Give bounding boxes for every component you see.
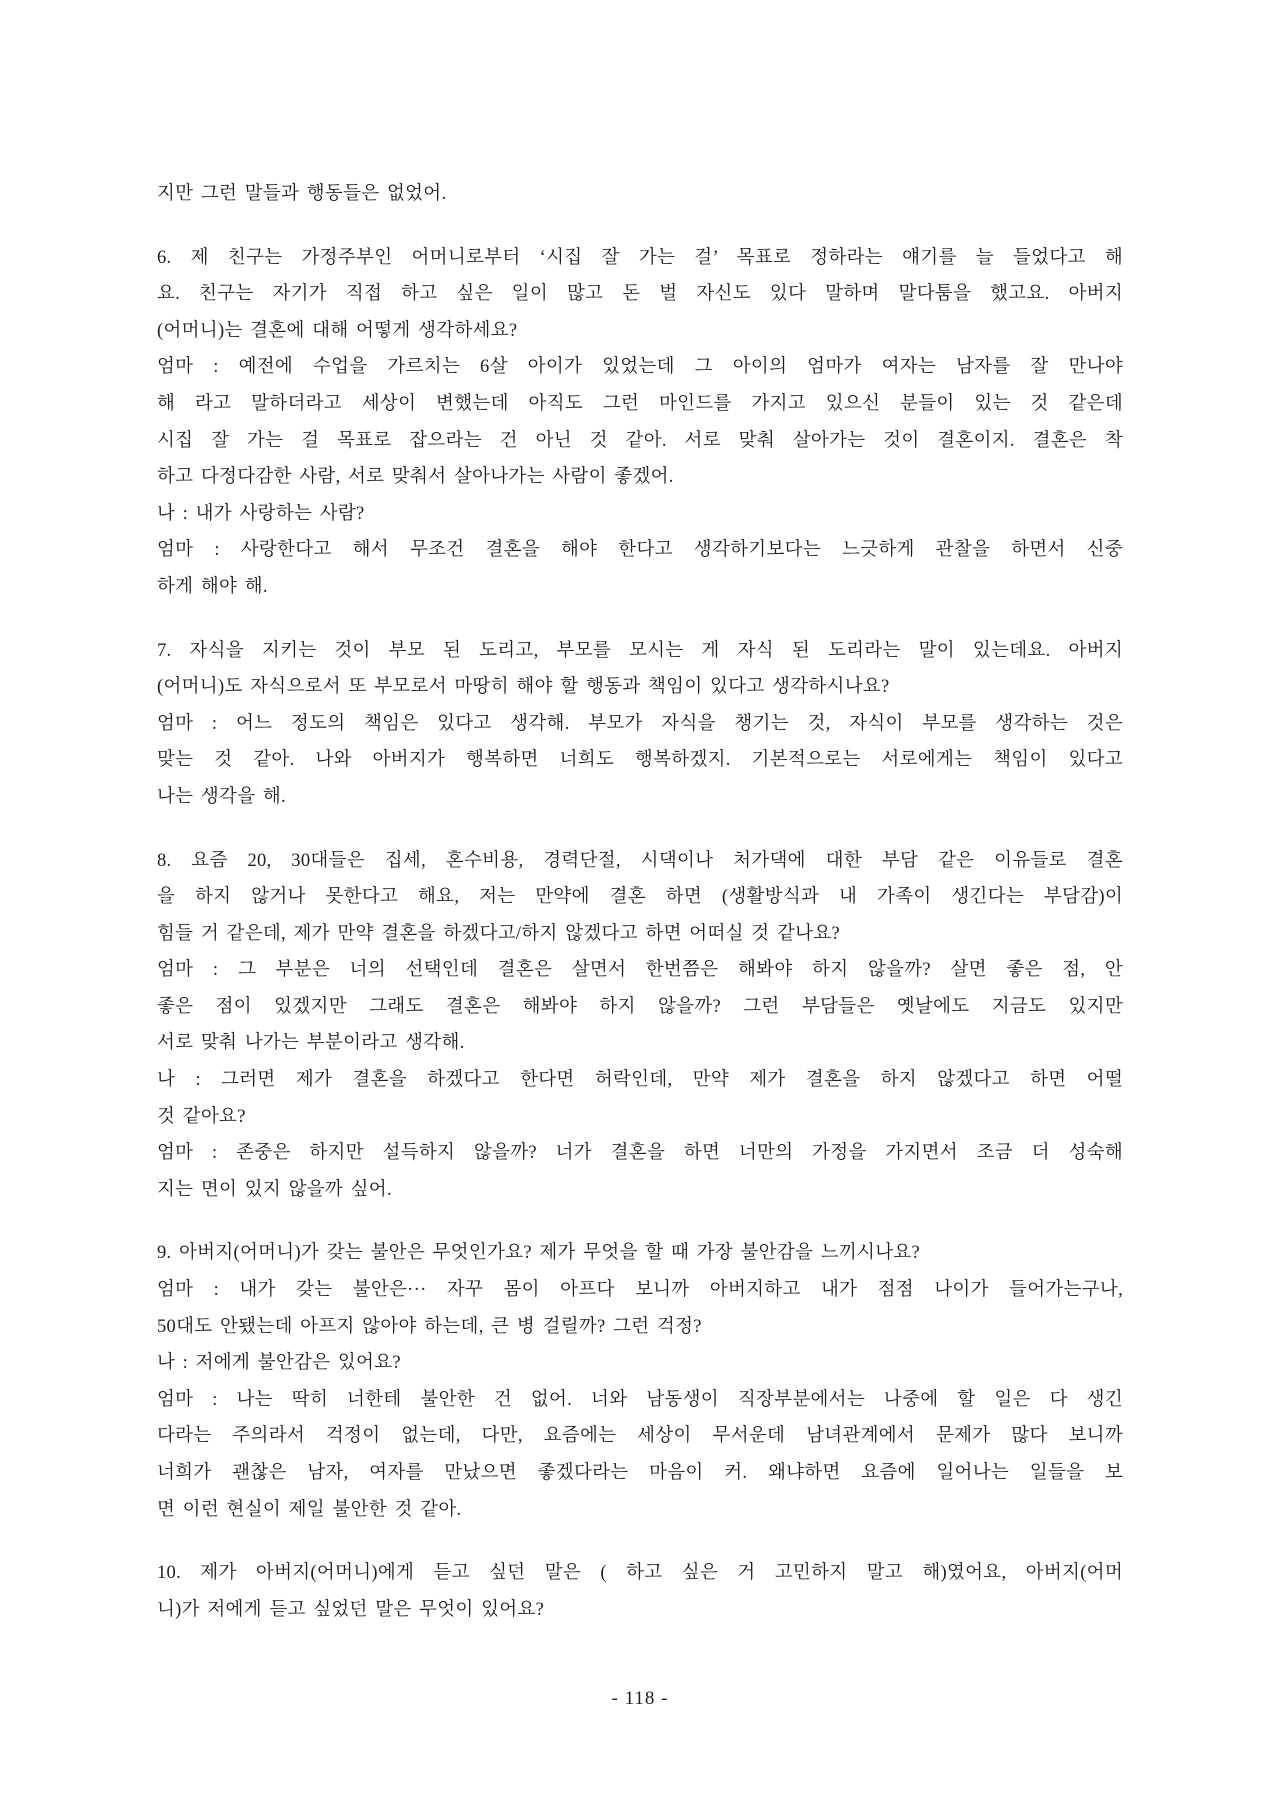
text-line: 하고 다정다감한 사람, 서로 맞춰서 살아나가는 사람이 좋겠어. xyxy=(157,467,674,488)
text-line: 지만 그런 말들과 행동들은 없었어. xyxy=(157,184,447,204)
text-line: 7. 자식을 지키는 것이 부모 된 도리고, 부모를 모시는 게 자식 된 도리라는 말이 있는데요. 아버지 xyxy=(157,640,1123,661)
text-line: 나 : 내가 사랑하는 사람? xyxy=(157,503,365,524)
text-line: 나 : 그러면 제가 결혼을 하겠다고 한다면 허락인데, 만약 제가 결혼을 하지 않겠다고 하면 어떨 xyxy=(157,1070,1123,1091)
text-line: 엄마 : 나는 딱히 너한테 불안한 건 없어. 너와 남동생이 직장부분에서는 나중에 할 일은 다 생긴 xyxy=(157,1389,1123,1410)
text-line: 엄마 : 내가 갖는 불안은··· 자꾸 몸이 아프다 보니까 아버지하고 내가 점점 나이가 들어가는구나, xyxy=(157,1280,1123,1301)
text-line: 지는 면이 있지 않을까 싶어. xyxy=(157,1179,392,1200)
text-line: 서로 맞춰 나가는 부분이라고 생각해. xyxy=(157,1033,465,1054)
text-line: 나는 생각을 해. xyxy=(157,786,286,807)
text-line: 니)가 저에게 듣고 싶었던 말은 무엇이 있어요? xyxy=(157,1599,545,1620)
text-line: 9. 아버지(어머니)가 갖는 불안은 무엇인가요? 제가 무엇을 할 때 가장 불안감을 느끼시나요? xyxy=(157,1243,921,1264)
text-line: 엄마 : 어느 정도의 책임은 있다고 생각해. 부모가 자식을 챙기는 것, 자식이 부모를 생각하는 것은 xyxy=(157,713,1123,734)
document-page-body xyxy=(157,176,1123,1628)
text-line: 나 : 저에게 불안감은 있어요? xyxy=(157,1353,401,1374)
text-line: 을 하지 않거나 못한다고 해요, 저는 만약에 결혼 하면 (생활방식과 내 가족이 생긴다는 부담감)이 xyxy=(157,887,1123,908)
text-line: (어머니)도 자식으로서 또 부모로서 마땅히 해야 할 행동과 책임이 있다고 생각하시나요? xyxy=(157,677,890,698)
paragraph-4 xyxy=(157,1235,1123,1528)
paragraph-0 xyxy=(157,176,1123,213)
paragraph-3 xyxy=(157,843,1123,1209)
text-line: 다라는 주의라서 걱정이 없는데, 다만, 요즘에는 세상이 무서운데 남녀관계에서 문제가 많다 보니까 xyxy=(157,1426,1123,1447)
text-line: 좋은 점이 있겠지만 그래도 결혼은 해봐야 하지 않을까? 그런 부담들은 옛날에도 지금도 있지만 xyxy=(157,996,1123,1017)
text-line: (어머니)는 결혼에 대해 어떻게 생각하세요? xyxy=(157,320,518,341)
text-line: 힘들 거 같은데, 제가 만약 결혼을 하겠다고/하지 않겠다고 하면 어떠실 것 같나요? xyxy=(157,923,841,944)
text-line: 시집 잘 가는 걸 목표로 잡으라는 건 아닌 것 같아. 서로 맞춰 살아가는 것이 결혼이지. 결혼은 착 xyxy=(157,430,1123,451)
text-line: 하게 해야 해. xyxy=(157,576,268,597)
text-line: 맞는 것 같아. 나와 아버지가 행복하면 너희도 행복하겠지. 기본적으로는 서로에게는 책임이 있다고 xyxy=(157,750,1123,771)
text-line: 엄마 : 예전에 수업을 가르치는 6살 아이가 있었는데 그 아이의 엄마가 여자는 남자를 잘 만나야 xyxy=(157,357,1123,378)
text-line: 8. 요즘 20, 30대들은 집세, 혼수비용, 경력단절, 시댁이나 처가댁에 대한 부담 같은 이유들로 결혼 xyxy=(157,850,1123,871)
text-line: 엄마 : 존중은 하지만 설득하지 않을까? 너가 결혼을 하면 너만의 가정을 가지면서 조금 더 성숙해 xyxy=(157,1143,1123,1164)
text-line: 것 같아요? xyxy=(157,1106,246,1127)
text-line: 해 라고 말하더라고 세상이 변했는데 아직도 그런 마인드를 가지고 있으신 분들이 있는 것 같은데 xyxy=(157,393,1123,414)
paragraph-5 xyxy=(157,1555,1123,1628)
text-line: 엄마 : 사랑한다고 해서 무조건 결혼을 해야 한다고 생각하기보다는 느긋하게 관찰을 하면서 신중 xyxy=(157,540,1123,561)
text-line: 너희가 괜찮은 남자, 여자를 만났으면 좋겠다라는 마음이 커. 왜냐하면 요즘에 일어나는 일들을 보 xyxy=(157,1463,1123,1483)
text-line: 10. 제가 아버지(어머니)에게 듣고 싶던 말은 ( 하고 싶은 거 고민하지 말고 해)였어요, 아버지(어머 xyxy=(157,1563,1123,1584)
text-line: 6. 제 친구는 가정주부인 어머니로부터 ‘시집 잘 가는 걸’ 목표로 정하라는 얘기를 늘 들었다고 해 xyxy=(157,247,1123,268)
text-line: 엄마 : 그 부분은 너의 선택인데 결혼은 살면서 한번쯤은 해봐야 하지 않을까? 살면 좋은 점, 안 xyxy=(157,960,1123,981)
text-line: 50대도 안됐는데 아프지 않아야 하는데, 큰 병 걸릴까? 그런 걱정? xyxy=(157,1316,702,1337)
page-number: - 118 - xyxy=(611,1688,669,1709)
text-line: 면 이런 현실이 제일 불안한 것 같아. xyxy=(157,1499,462,1520)
paragraph-2 xyxy=(157,633,1123,816)
text-line: 요. 친구는 자기가 직접 하고 싶은 일이 많고 돈 벌 자신도 있다 말하며 말다툼을 했고요. 아버지 xyxy=(157,284,1123,305)
paragraph-1 xyxy=(157,240,1123,606)
